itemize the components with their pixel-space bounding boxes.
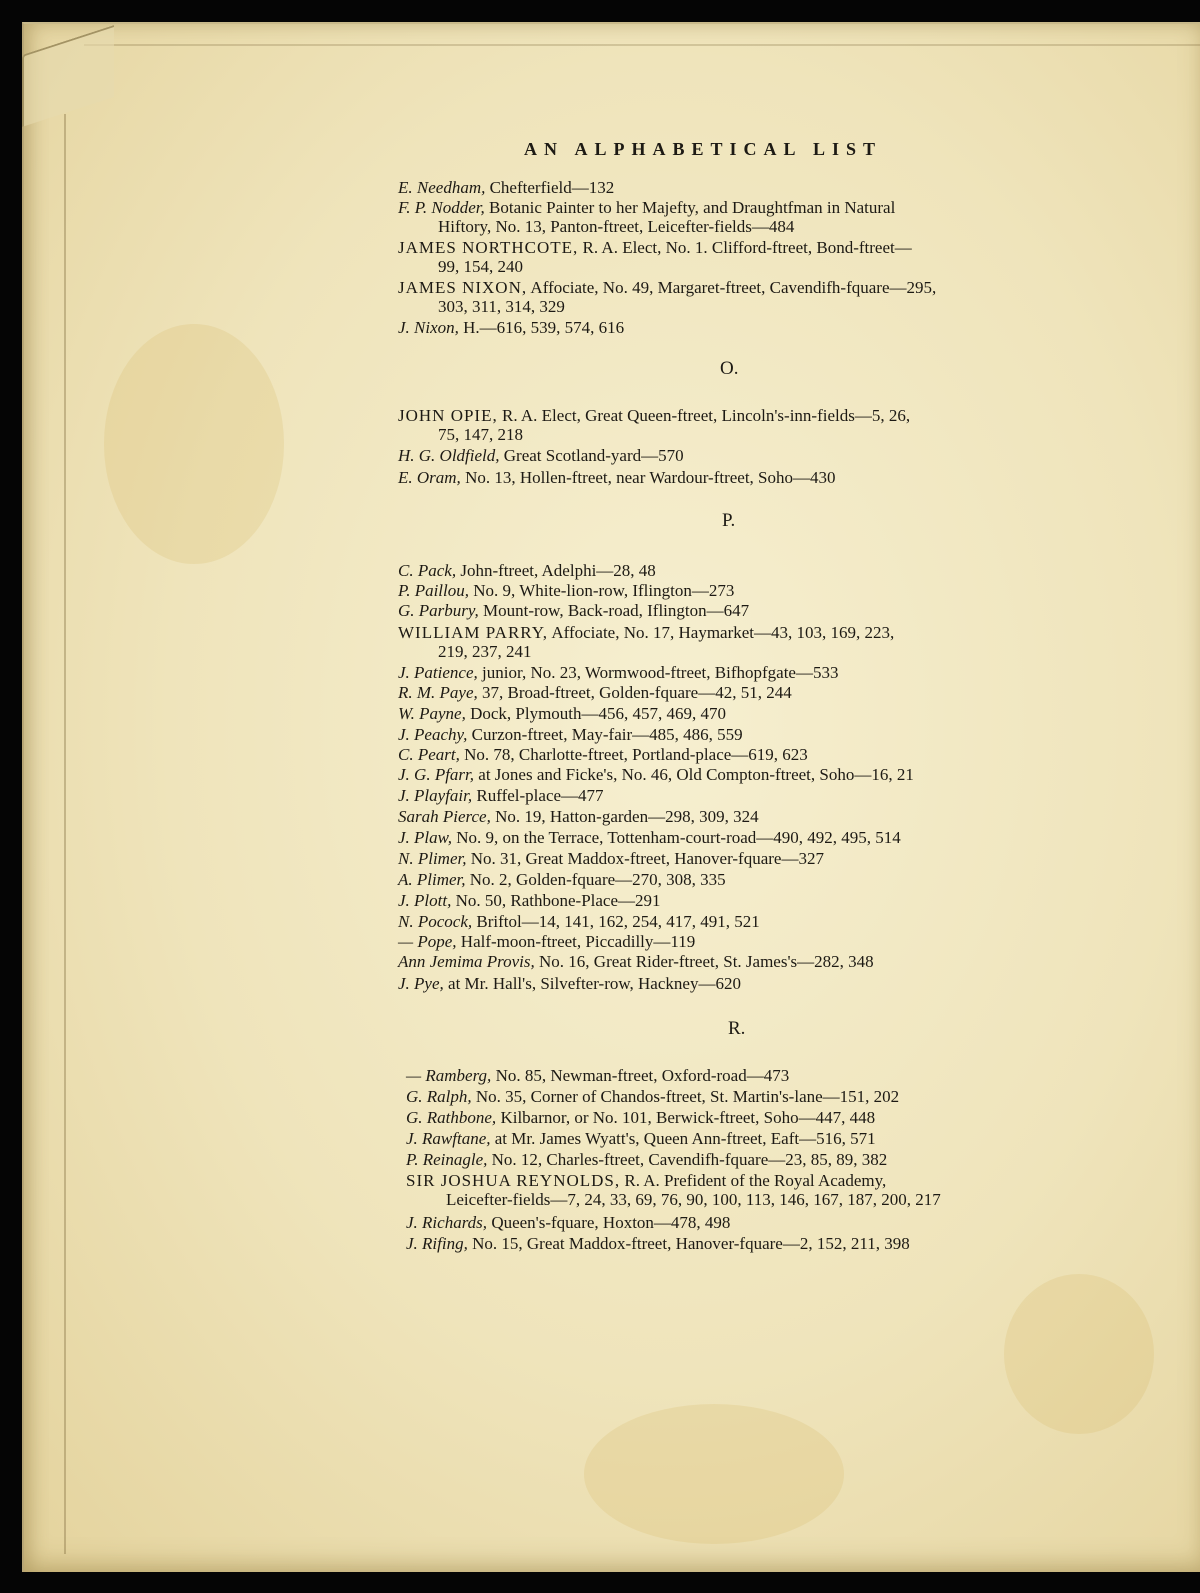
paper-stain: [104, 324, 284, 564]
list-item: J. Patience, junior, No. 23, Wormwood-ftreet, Bifhopfgate—533: [398, 663, 839, 682]
page-title: AN ALPHABETICAL LIST: [524, 139, 883, 159]
list-item: G. Ralph, No. 35, Corner of Chandos-ftreet, St. Martin's-lane—151, 202: [406, 1087, 900, 1106]
list-item: C. Pack, John-ftreet, Adelphi—28, 48: [398, 561, 656, 580]
list-item: Sarah Pierce, No. 19, Hatton-garden—298, 309, 324: [398, 807, 759, 826]
list-item: J. Plaw, No. 9, on the Terrace, Tottenham-court-road—490, 492, 495, 514: [398, 828, 901, 847]
section-letter-p: P.: [722, 510, 736, 531]
list-item: P. Reinagle, No. 12, Charles-ftreet, Cavendifh-fquare—23, 85, 89, 382: [406, 1150, 888, 1169]
list-item: N. Plimer, No. 31, Great Maddox-ftreet, Hanover-fquare—327: [398, 849, 824, 868]
list-item: J. Nixon, H.—616, 539, 574, 616: [398, 318, 625, 337]
list-item: JAMES NORTHCOTE, R. A. Elect, No. 1. Clifford-ftreet, Bond-ftreet— 99, 154, 240: [398, 238, 912, 276]
paper-stain: [1004, 1274, 1154, 1434]
list-item: A. Plimer, No. 2, Golden-fquare—270, 308, 335: [398, 870, 726, 889]
list-item: JAMES NIXON, Affociate, No. 49, Margaret-ftreet, Cavendifh-fquare—295, 303, 311, 314, 329: [398, 278, 937, 316]
list-item: — Ramberg, No. 85, Newman-ftreet, Oxford-road—473: [406, 1066, 790, 1085]
list-item: WILLIAM PARRY, Affociate, No. 17, Haymarket—43, 103, 169, 223, 219, 237, 241: [398, 623, 895, 661]
list-item: — Pope, Half-moon-ftreet, Piccadilly—119: [398, 932, 696, 951]
list-item: J. Peachy, Curzon-ftreet, May-fair—485, 486, 559: [398, 725, 743, 744]
list-item: G. Rathbone, Kilbarnor, or No. 101, Berwick-ftreet, Soho—447, 448: [406, 1108, 876, 1127]
list-item: R. M. Paye, 37, Broad-ftreet, Golden-fquare—42, 51, 244: [398, 683, 792, 702]
page-edge: [64, 114, 66, 1554]
list-item: J. Rifing, No. 15, Great Maddox-ftreet, Hanover-fquare—2, 152, 211, 398: [406, 1234, 910, 1253]
list-item: J. Playfair, Ruffel-place—477: [398, 786, 604, 805]
list-item: J. G. Pfarr, at Jones and Ficke's, No. 46, Old Compton-ftreet, Soho—16, 21: [398, 765, 914, 784]
list-item: J. Richards, Queen's-fquare, Hoxton—478, 498: [406, 1213, 731, 1232]
list-item: J. Plott, No. 50, Rathbone-Place—291: [398, 891, 661, 910]
list-item: JOHN OPIE, R. A. Elect, Great Queen-ftreet, Lincoln's-inn-fields—5, 26, 75, 147, 218: [398, 406, 911, 444]
section-letter-r: R.: [728, 1018, 746, 1039]
list-item: W. Payne, Dock, Plymouth—456, 457, 469, 470: [398, 704, 727, 723]
list-item: N. Pocock, Briftol—14, 141, 162, 254, 417, 491, 521: [398, 912, 760, 931]
section-letter-o: O.: [720, 358, 739, 379]
list-item: F. P. Nodder, Botanic Painter to her Majefty, and Draughtfman in Natural Hiftory, No. 13, Panton-ftreet, Leicefter-fields—484: [398, 198, 896, 236]
paper-stain: [584, 1404, 844, 1544]
list-item: J. Rawftane, at Mr. James Wyatt's, Queen Ann-ftreet, Eaft—516, 571: [406, 1129, 876, 1148]
list-item: J. Pye, at Mr. Hall's, Silvefter-row, Hackney—620: [398, 974, 741, 993]
list-item: H. G. Oldfield, Great Scotland-yard—570: [398, 446, 684, 465]
list-item: Ann Jemima Provis, No. 16, Great Rider-ftreet, St. James's—282, 348: [398, 952, 874, 971]
list-item: SIR JOSHUA REYNOLDS, R. A. Prefident of the Royal Academy, Leicefter-fields—7, 24, 33, 69, 76, 90, 100, 113, 146, 167, 187, 200, 217: [406, 1171, 941, 1209]
page-edge-top: [84, 44, 1200, 46]
list-item: P. Paillou, No. 9, White-lion-row, Iflington—273: [398, 581, 735, 600]
list-item: E. Oram, No. 13, Hollen-ftreet, near Wardour-ftreet, Soho—430: [398, 468, 836, 487]
list-item: E. Needham, Chefterfield—132: [398, 178, 615, 197]
list-item: C. Peart, No. 78, Charlotte-ftreet, Portland-place—619, 623: [398, 745, 808, 764]
list-item: G. Parbury, Mount-row, Back-road, Iflington—647: [398, 601, 750, 620]
